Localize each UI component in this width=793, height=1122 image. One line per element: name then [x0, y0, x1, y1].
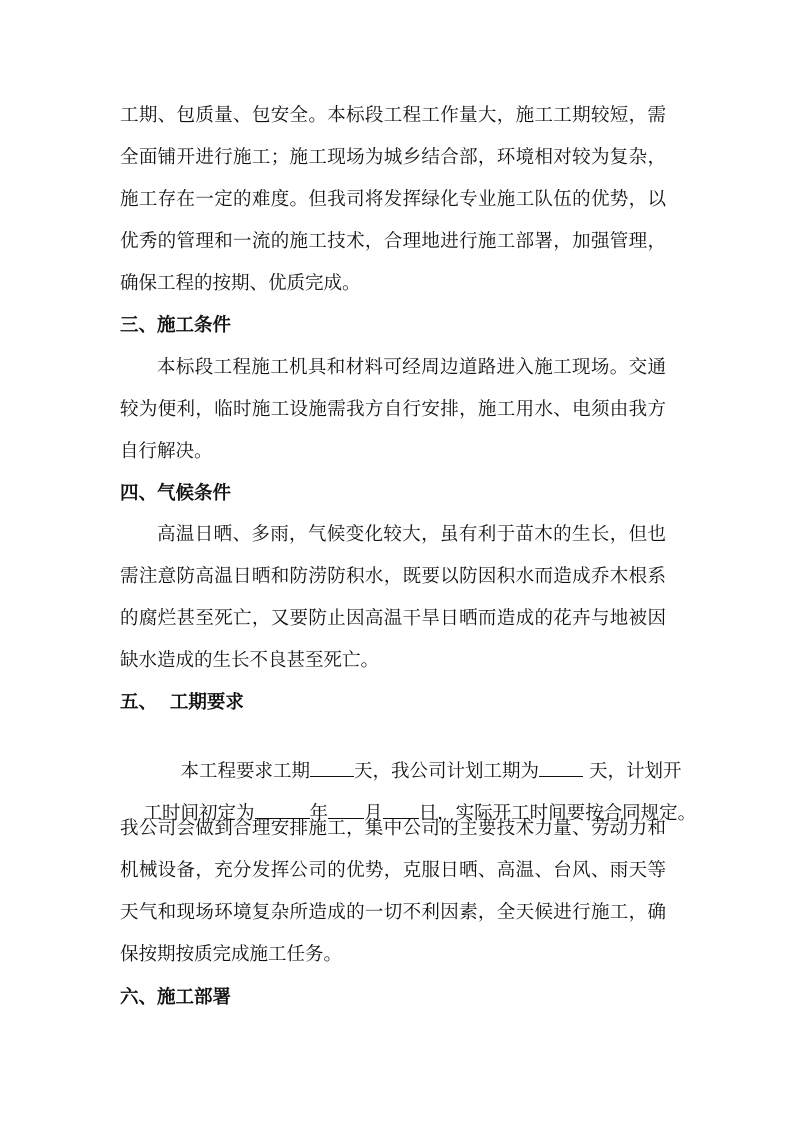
section-heading-construction-conditions: 三、施工条件: [120, 315, 232, 336]
paragraph-line: 全面铺开进行施工；施工现场为城乡结合部，环境相对较为复杂，: [120, 147, 666, 168]
paragraph-line: 的腐烂甚至死亡，又要防止因高温干旱日晒而造成的花卉与地被因: [120, 608, 666, 629]
schedule-text: 天，计划开: [583, 761, 682, 782]
schedule-text: 天，我公司计划工期为: [354, 761, 540, 782]
paragraph-line: 机械设备，充分发挥公司的优势，克服日晒、高温、台风、雨天等: [120, 860, 666, 881]
schedule-text: 年: [309, 803, 329, 824]
paragraph-line: 我公司会做到合理安排施工，集中公司的主要技术力量、劳动力和: [120, 818, 666, 839]
section-heading-schedule-requirements: 五、 工期要求: [120, 692, 244, 713]
schedule-text: 本工程要求工期: [180, 761, 311, 782]
schedule-text: 日，实际开工时间要按合同规定。: [418, 803, 697, 824]
paragraph-line: 确保工程的按期、优质完成。: [120, 273, 361, 294]
paragraph-line: 施工存在一定的难度。但我司将发挥绿化专业施工队伍的优势，以: [120, 189, 666, 210]
paragraph-line: 本标段工程施工机具和材料可经周边道路进入施工现场。交通: [157, 357, 666, 378]
paragraph-line: 需注意防高温日晒和防涝防积水，既要以防因积水而造成乔木根系: [120, 566, 666, 587]
paragraph-line: 保按期按质完成施工任务。: [120, 944, 343, 965]
schedule-text: 月: [364, 803, 383, 824]
paragraph-line: 自行解决。: [120, 441, 213, 462]
section-heading-construction-deployment: 六、施工部署: [120, 987, 232, 1008]
paragraph-line: 较为便利，临时施工设施需我方自行安排，施工用水、电须由我方: [120, 399, 666, 420]
paragraph-line: 缺水造成的生长不良甚至死亡。: [120, 650, 380, 671]
paragraph-line: 优秀的管理和一流的施工技术，合理地进行施工部署，加强管理，: [120, 231, 666, 252]
schedule-text: 工时间初定为: [143, 803, 255, 824]
section-heading-climate-conditions: 四、气候条件: [120, 483, 232, 504]
paragraph-line: 天气和现场环境复杂所造成的一切不利因素，全天候进行施工，确: [120, 902, 666, 923]
paragraph-line: 高温日晒、多雨，气候变化较大，虽有利于苗木的生长，但也: [157, 524, 666, 545]
paragraph-line: 工期、包质量、包安全。本标段工程工作量大，施工工期较短，需: [120, 105, 666, 126]
